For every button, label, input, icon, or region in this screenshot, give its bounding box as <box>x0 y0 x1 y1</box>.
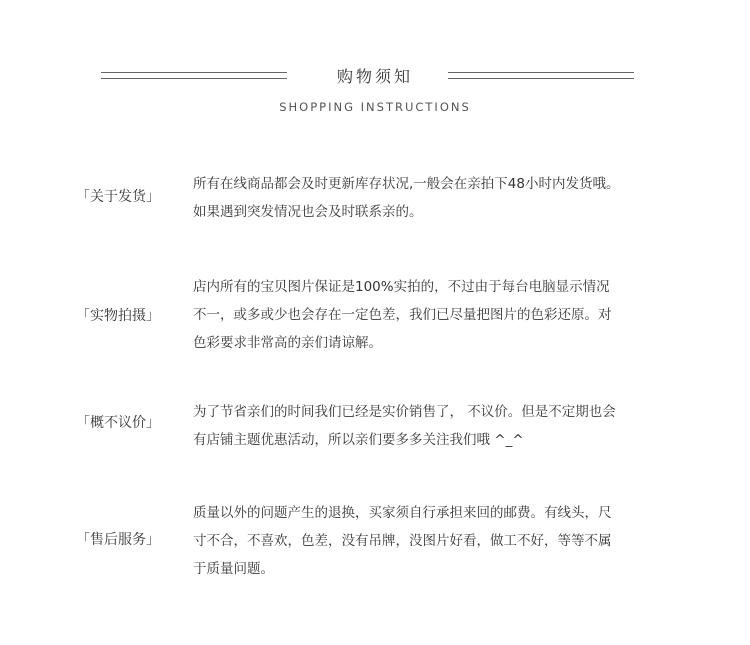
section-text-line: 为了节省亲们的时间我们已经是实价销售了， 不议价。但是不定期也会 <box>193 404 616 420</box>
section-body <box>193 398 673 454</box>
section-label: 「售后服务」 <box>76 532 160 548</box>
section-label: 「概不议价」 <box>76 415 160 431</box>
header <box>0 0 750 130</box>
section-text-line: 不一，或多或少也会存在一定色差，我们已尽量把图片的色彩还原。对 <box>193 307 612 323</box>
section-text-line: 色彩要求非常高的亲们请谅解。 <box>193 335 382 351</box>
page-subtitle: SHOPPING INSTRUCTIONS <box>279 100 471 114</box>
section-label: 「实物拍摄」 <box>76 308 160 324</box>
section-body <box>193 273 673 357</box>
section-text-line: 店内所有的宝贝图片保证是100%实拍的，不过由于每台电脑显示情况 <box>193 279 610 295</box>
section-body <box>193 170 673 226</box>
section-text-line: 所有在线商品都会及时更新库存状况,一般会在亲拍下48小时内发货哦。 <box>193 176 620 192</box>
section-text-line: 质量以外的问题产生的退换，买家须自行承担来回的邮费。有线头，尺 <box>193 505 612 521</box>
section-text-line: 于质量问题。 <box>193 561 274 577</box>
section-body <box>193 499 673 583</box>
section-label: 「关于发货」 <box>76 189 160 205</box>
section-text-line: 寸不合，不喜欢，色差，没有吊牌，没图片好看，做工不好，等等不属 <box>193 533 612 549</box>
section-text-line: 如果遇到突发情况也会及时联系亲的。 <box>193 204 423 220</box>
right-double-rule <box>448 72 634 79</box>
section-text-line: 有店铺主题优惠活动，所以亲们要多多关注我们哦 ^_^ <box>193 432 524 448</box>
page-title: 购物须知 <box>336 67 413 86</box>
